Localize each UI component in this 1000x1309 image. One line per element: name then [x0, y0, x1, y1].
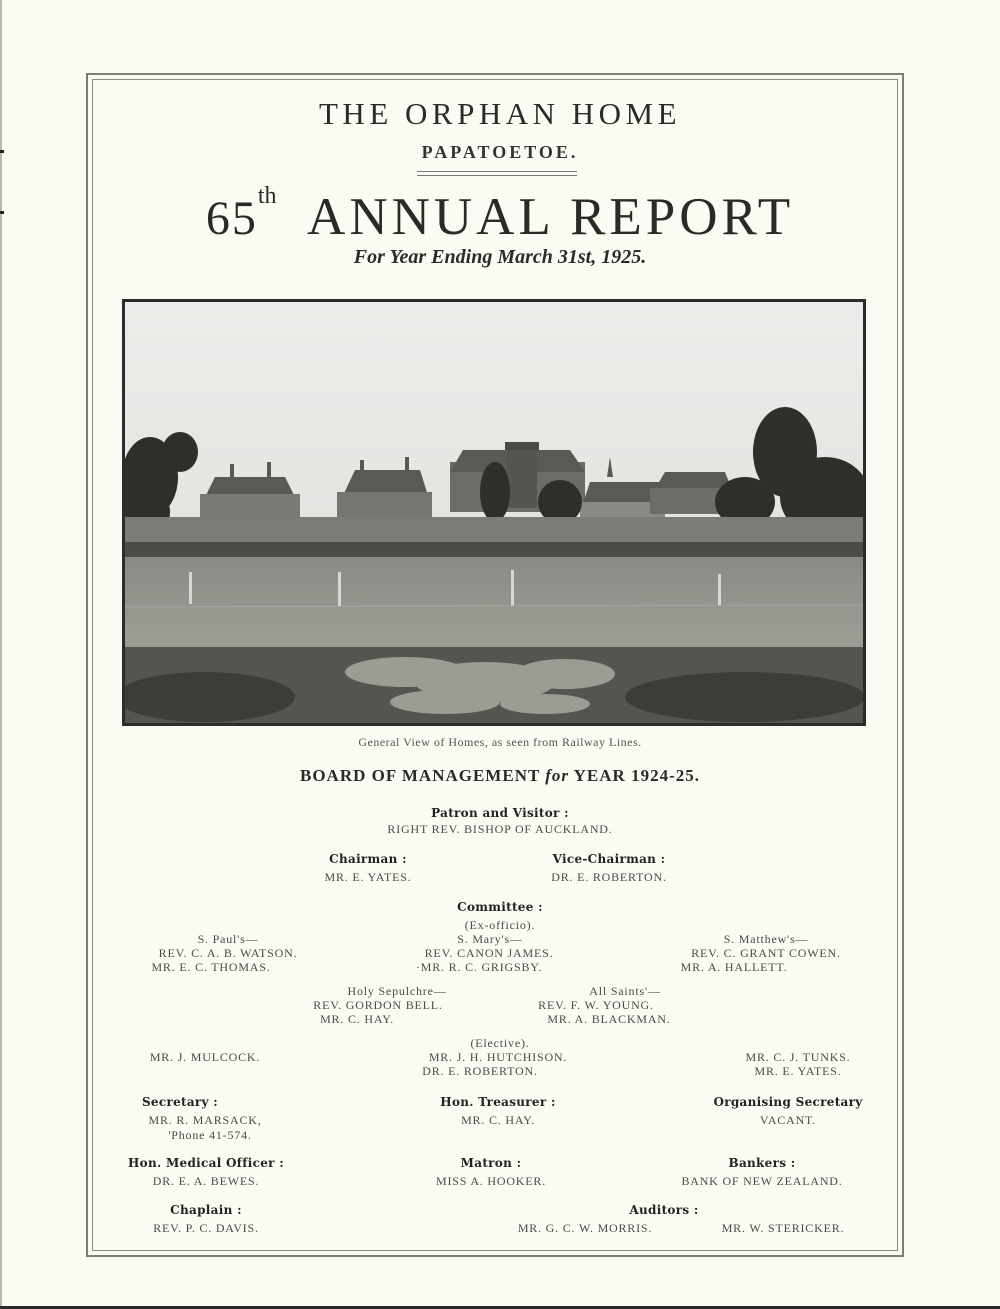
parish-name: S. Paul's— [197, 932, 259, 946]
committee-member: MR. C. J. TUNKS. [745, 1050, 851, 1064]
committee-member: REV. GORDON BELL. [313, 998, 443, 1012]
board-heading-year: YEAR 1924-25. [573, 766, 700, 785]
committee-member: REV. F. W. YOUNG. [538, 998, 654, 1012]
committee-member: MR. J. MULCOCK. [149, 1050, 261, 1064]
photo-caption: General View of Homes, as seen from Railway Lines. [358, 735, 642, 749]
ex-officio-label: (Ex-officio). [464, 918, 536, 932]
committee-label: Committee : [457, 900, 543, 914]
patron-label: Patron and Visitor : [431, 806, 569, 820]
committee-member: DR. E. ROBERTON. [422, 1064, 538, 1078]
board-heading-text: BOARD OF MANAGEMENT [300, 766, 540, 785]
board-heading [0, 766, 1000, 786]
homes-photograph [122, 299, 866, 726]
auditors-label: Auditors : [629, 1203, 699, 1217]
report-number: 65 [205, 192, 258, 245]
chaplain-name: REV. P. C. DAVIS. [153, 1221, 259, 1235]
report-title: ANNUAL REPORT [307, 188, 795, 246]
secretary-name: MR. R. MARSACK, [148, 1113, 262, 1127]
auditor-name: MR. W. STERICKER. [721, 1221, 845, 1235]
secretary-label: Secretary : [141, 1095, 219, 1109]
matron-name: MISS A. HOOKER. [435, 1174, 547, 1188]
bankers-name: BANK OF NEW ZEALAND. [681, 1174, 843, 1188]
chairman-name: MR. E. YATES. [324, 870, 412, 884]
medical-officer-name: DR. E. A. BEWES. [152, 1174, 260, 1188]
vice-chairman-label: Vice-Chairman : [552, 852, 666, 866]
committee-member: REV. CANON JAMES. [424, 946, 554, 960]
elective-label: (Elective). [470, 1036, 530, 1050]
committee-member: REV. C. GRANT COWEN. [691, 946, 841, 960]
committee-member: MR. C. HAY. [320, 1012, 394, 1026]
document-location: PAPATOETOE. [421, 142, 579, 162]
organising-secretary-name: VACANT. [759, 1113, 817, 1127]
vice-chairman-name: DR. E. ROBERTON. [551, 870, 667, 884]
parish-name: Holy Sepulchre— [347, 984, 447, 998]
organising-secretary-label: Organising Secretary [713, 1095, 863, 1109]
committee-member: ·MR. R. C. GRIGSBY. [415, 960, 543, 974]
committee-member: MR. E. YATES. [754, 1064, 842, 1078]
parish-name: S. Mary's— [457, 932, 523, 946]
title-divider [417, 171, 577, 176]
chairman-label: Chairman : [329, 852, 407, 866]
auditor-name: MR. G. C. W. MORRIS. [517, 1221, 653, 1235]
parish-name: S. Matthew's— [723, 932, 809, 946]
committee-member: REV. C. A. B. WATSON. [158, 946, 298, 960]
treasurer-label: Hon. Treasurer : [440, 1095, 556, 1109]
committee-member: MR. E. C. THOMAS. [151, 960, 271, 974]
board-heading-for: for [545, 766, 570, 785]
report-suffix: th [257, 183, 277, 209]
secretary-phone: 'Phone 41-574. [168, 1128, 252, 1142]
committee-member: MR. A. HALLETT. [680, 960, 788, 974]
medical-officer-label: Hon. Medical Officer : [128, 1156, 284, 1170]
parish-name: All Saints'— [589, 984, 661, 998]
committee-member: MR. J. H. HUTCHISON. [428, 1050, 568, 1064]
bankers-label: Bankers : [728, 1156, 796, 1170]
chaplain-label: Chaplain : [170, 1203, 242, 1217]
matron-label: Matron : [460, 1156, 522, 1170]
report-heading [0, 183, 1000, 247]
treasurer-name: MR. C. HAY. [461, 1113, 535, 1127]
document-title: THE ORPHAN HOME [319, 96, 681, 131]
report-subtitle: For Year Ending March 31st, 1925. [353, 246, 647, 268]
committee-member: MR. A. BLACKMAN. [547, 1012, 671, 1026]
patron-name: RIGHT REV. BISHOP OF AUCKLAND. [387, 822, 613, 836]
